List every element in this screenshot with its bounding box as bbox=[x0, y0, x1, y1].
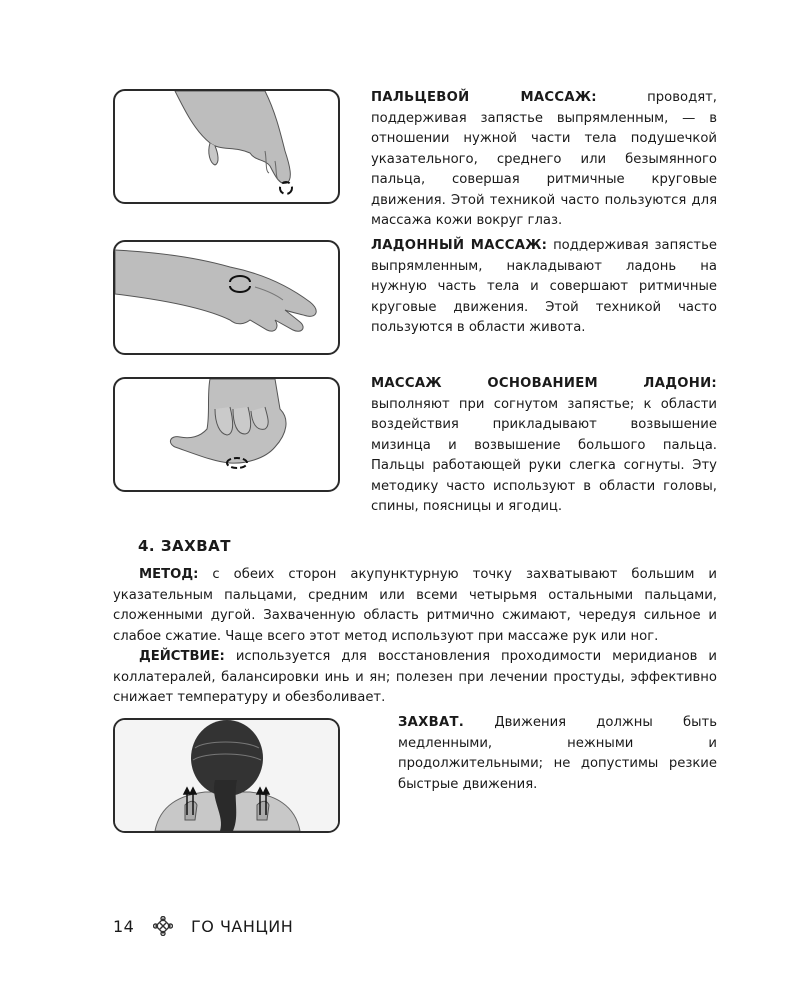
page-footer bbox=[113, 916, 293, 936]
caption-text: Движения должны быть медленными, нежными и продолжительными; не допустимы резкие быстрые движения. bbox=[398, 715, 717, 792]
method-text: с обеих сторон акупунктурную точку захватывают большим и указательным пальцами, средним или всеми четырьмя остальными пальцами, сложенными дугой. Захваченную область ритмично сжимают, чередуя сильное и слабое сжатие. Чаще всего этот метод используют при массаже рук или ног. bbox=[113, 567, 717, 644]
technique-title: ПАЛЬЦЕВОЙ МАССАЖ: bbox=[371, 90, 597, 105]
caption-title: ЗАХВАТ. bbox=[398, 715, 465, 730]
method-paragraph bbox=[113, 565, 717, 647]
author-name: ГО ЧАНЦИН bbox=[191, 916, 294, 936]
technique-title: МАССАЖ ОСНОВАНИЕМ ЛАДОНИ: bbox=[371, 376, 717, 391]
page-number: 14 bbox=[113, 916, 135, 936]
technique-heel-palm-massage bbox=[371, 374, 717, 518]
action-text: используется для восстановления проходимости меридианов и коллатералей, балансировки инь и ян; полезен при лечении простуды, эффективно снижает температуру и обезболивает. bbox=[113, 649, 717, 705]
technique-text: выполняют при согнутом запястье; к области воздействия прикладывают возвышение мизинца и возвышение большого пальца. Пальцы работающей руки слегка согнуты. Эту методику часто используют в области головы, спины, поясницы и ягодиц. bbox=[371, 396, 717, 514]
action-label: ДЕЙСТВИЕ: bbox=[139, 649, 225, 664]
method-label: МЕТОД: bbox=[139, 567, 199, 582]
finger-massage-illustration bbox=[113, 89, 340, 204]
technique-text: проводят, поддерживая запястье выпрямленным, — в отношении нужной части тела подушечкой указательного, среднего или безымянного пальца, совершая ритмичные круговые движения. Этой техникой часто пользуются для массажа кожи вокруг глаз. bbox=[371, 90, 717, 228]
technique-finger-massage bbox=[371, 88, 717, 232]
endless-knot-icon bbox=[153, 916, 173, 936]
heel-palm-massage-illustration bbox=[113, 377, 340, 492]
technique-title: ЛАДОННЫЙ МАССАЖ: bbox=[371, 238, 548, 253]
section-heading: 4. ЗАХВАТ bbox=[138, 537, 231, 555]
technique-palm-massage bbox=[371, 236, 717, 339]
action-paragraph bbox=[113, 647, 717, 709]
grasp-caption bbox=[398, 713, 717, 795]
grasp-illustration bbox=[113, 718, 340, 833]
technique-text: поддерживая запястье выпрямленным, накладывают ладонь на нужную часть тела и совершают ритмичные круговые движения. Этой техникой часто пользуются в области живота. bbox=[371, 238, 717, 335]
palm-massage-illustration bbox=[113, 240, 340, 355]
